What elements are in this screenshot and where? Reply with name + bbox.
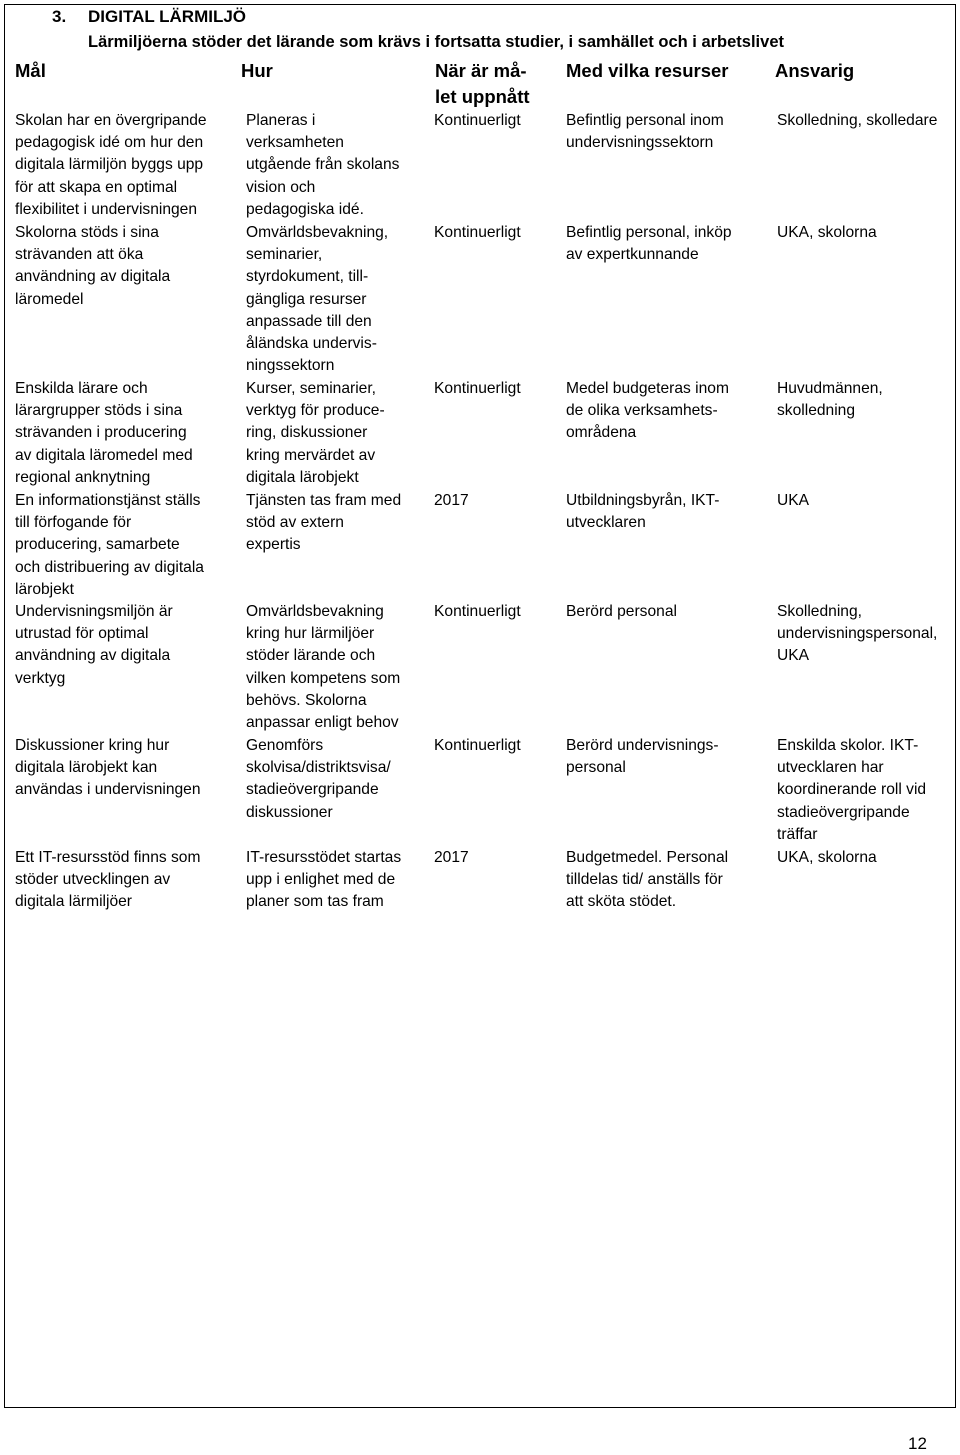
cell-goal: Undervisningsmiljön är utrustad för optimal användning av digitala verktyg (15, 603, 173, 687)
cell-resources: Berörd personal (566, 603, 677, 620)
cell-resources: Berörd undervisnings- personal (566, 737, 719, 777)
cell-method: Planeras i verksamheten utgående från skolans vision och pedagogiska idé. (246, 112, 400, 218)
column-header-nar: När är må- let uppnått (435, 60, 530, 107)
column-header-ansvarig: Ansvarig (775, 60, 855, 81)
cell-resources: Befintlig personal, inköp av expertkunnande (566, 224, 732, 264)
cell-method: Kurser, seminarier, verktyg för produce- ring, diskussioner kring mervärdet av digitala lärobjekt (246, 380, 385, 486)
cell-responsible: UKA, skolorna (777, 224, 877, 241)
cell-goal: Enskilda lärare och lärargrupper stöds i sina strävanden i producering av digitala läromedel med regional anknytning (15, 380, 193, 486)
cell-responsible: UKA (777, 492, 810, 509)
cell-timeline: Kontinuerligt (434, 603, 521, 620)
cell-responsible: Enskilda skolor. IKT- utvecklaren har koordinerande roll vid stadieövergripande träffar (777, 737, 927, 843)
cell-responsible: Skolledning, undervisningspersonal, UKA (777, 603, 938, 665)
cell-timeline: Kontinuerligt (434, 737, 521, 754)
cell-resources: Befintlig personal inom undervisningssektorn (566, 112, 724, 152)
cell-resources: Medel budgeteras inom de olika verksamhets- områdena (566, 380, 729, 442)
cell-timeline: Kontinuerligt (434, 112, 521, 129)
cell-timeline: 2017 (434, 492, 469, 509)
cell-method: Omvärldsbevakning kring hur lärmiljöer stöder lärande och vilken kompetens som behövs. Skolorna anpassar enligt behov (246, 603, 401, 732)
cell-responsible: Skolledning, skolledare (777, 112, 938, 129)
column-header-resurser: Med vilka resurser (566, 60, 729, 81)
cell-timeline: 2017 (434, 849, 469, 866)
section-title: DIGITAL LÄRMILJÖ (88, 7, 247, 26)
column-header-hur: Hur (241, 60, 273, 81)
cell-goal: Ett IT-resursstöd finns som stöder utvecklingen av digitala lärmiljöer (15, 849, 201, 911)
cell-timeline: Kontinuerligt (434, 380, 521, 397)
cell-goal: Skolan har en övergripande pedagogisk idé om hur den digitala lärmiljön byggs upp för att skapa en optimal flexibilitet i undervisningen (15, 112, 207, 218)
cell-timeline: Kontinuerligt (434, 224, 521, 241)
cell-method: IT-resursstödet startas upp i enlighet med de planer som tas fram (246, 849, 402, 911)
cell-goal: Diskussioner kring hur digitala lärobjekt kan användas i undervisningen (15, 737, 201, 799)
cell-method: Omvärldsbevakning, seminarier, styrdokument, till- gängliga resurser anpassade till den åländska undervis- ningssektorn (246, 224, 389, 375)
cell-goal: Skolorna stöds i sina strävanden att öka användning av digitala läromedel (15, 224, 171, 308)
cell-goal: En informationstjänst ställs till förfogande för producering, samarbete och distribuering av digitala lärobjekt (15, 492, 204, 598)
section-heading (52, 7, 246, 27)
cell-method: Tjänsten tas fram med stöd av extern expertis (246, 492, 402, 554)
section-number: 3. (52, 7, 67, 26)
cell-resources: Utbildningsbyrån, IKT- utvecklaren (566, 492, 720, 532)
cell-responsible: UKA, skolorna (777, 849, 877, 866)
column-header-mal: Mål (15, 60, 46, 81)
cell-responsible: Huvudmännen, skolledning (777, 380, 883, 420)
cell-resources: Budgetmedel. Personal tilldelas tid/ anställs för att sköta stödet. (566, 849, 729, 911)
cell-method: Genomförs skolvisa/distriktsvisa/ stadieövergripande diskussioner (246, 737, 391, 821)
page-number: 12 (908, 1434, 927, 1453)
section-subtitle: Lärmiljöerna stöder det lärande som krävs i fortsatta studier, i samhället och i arbetslivet (88, 33, 784, 51)
